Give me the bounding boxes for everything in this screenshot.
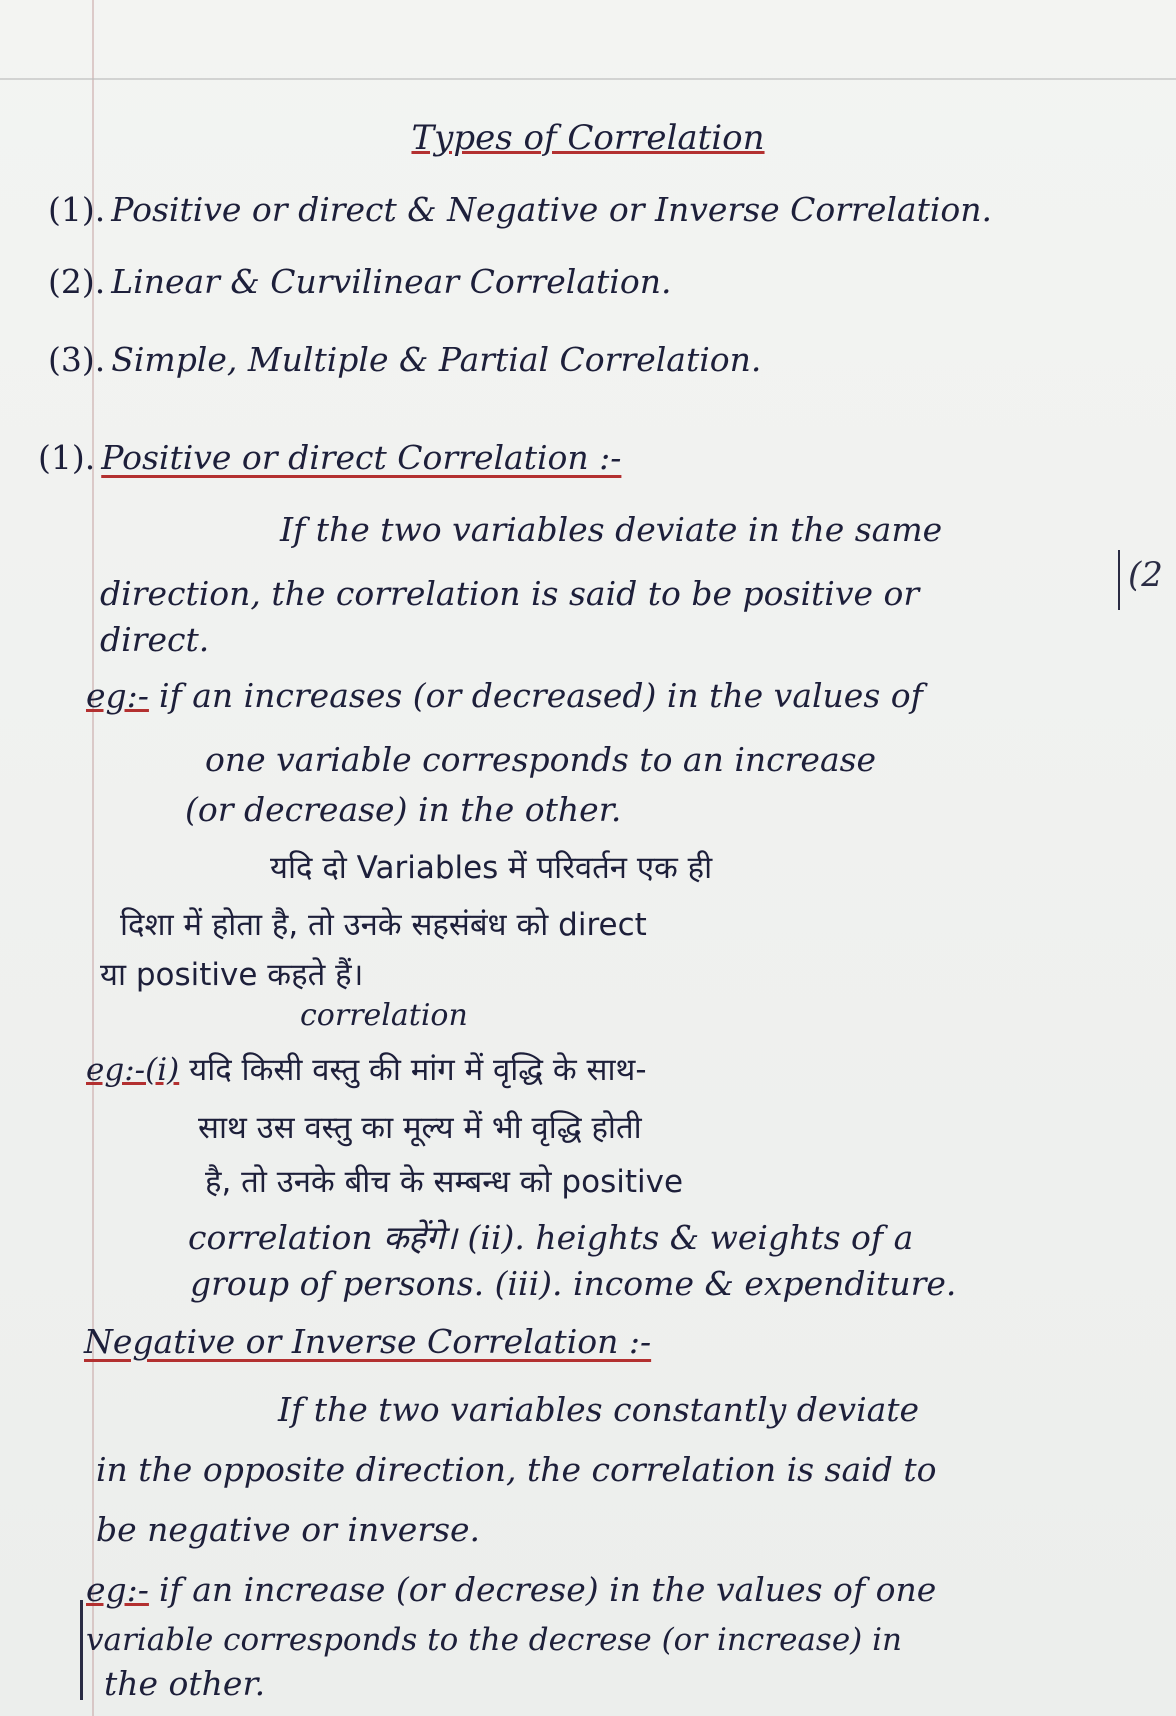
negative-eg-line: the other. bbox=[104, 1664, 266, 1703]
positive-eg2-line: correlation कहेंगे। (ii). heights & weights of a bbox=[188, 1218, 914, 1257]
positive-eg-line: eg:- if an increases (or decreased) in the values of bbox=[86, 676, 923, 715]
positive-eg-line: (or decrease) in the other. bbox=[185, 790, 622, 829]
negative-def-line: be negative or inverse. bbox=[96, 1510, 481, 1549]
type-item-2: (2). Linear & Curvilinear Correlation. bbox=[48, 262, 672, 301]
type-item-3: (3). Simple, Multiple & Partial Correlation. bbox=[48, 340, 762, 379]
positive-def-line: direct. bbox=[100, 620, 210, 659]
negative-def-line: in the opposite direction, the correlation is said to bbox=[96, 1450, 937, 1489]
positive-eg2-line: group of persons. (iii). income & expenditure. bbox=[190, 1264, 957, 1303]
side-divider bbox=[1118, 550, 1120, 610]
hindi-line: दिशा में होता है, तो उनके सहसंबंध को direct bbox=[120, 907, 647, 943]
hindi-line: या positive कहते हैं। bbox=[100, 957, 364, 993]
positive-eg2-line: है, तो उनके बीच के सम्बन्ध को positive bbox=[205, 1164, 684, 1200]
positive-def-line: direction, the correlation is said to be positive or bbox=[100, 574, 920, 613]
bracket-mark bbox=[80, 1600, 83, 1700]
top-rule bbox=[0, 78, 1176, 80]
hindi-line-insert: correlation bbox=[300, 998, 468, 1033]
negative-eg-line: eg:- if an increase (or decrese) in the values of one bbox=[86, 1570, 937, 1609]
negative-eg-line: variable corresponds to the decrese (or increase) in bbox=[86, 1622, 902, 1658]
positive-heading: (1). Positive or direct Correlation :- bbox=[38, 438, 622, 477]
page-title: Types of Correlation bbox=[411, 118, 765, 158]
positive-eg2-line: साथ उस वस्तु का मूल्य में भी वृद्धि होती bbox=[198, 1110, 642, 1146]
negative-heading: Negative or Inverse Correlation :- bbox=[84, 1322, 652, 1361]
positive-def-line: If the two variables deviate in the same bbox=[280, 510, 943, 549]
positive-eg2-line: eg:-(i) यदि किसी वस्तु की मांग में वृद्धि के साथ- bbox=[86, 1052, 647, 1088]
side-mark: (2 bbox=[1128, 555, 1163, 595]
type-item-1: (1). Positive or direct & Negative or Inverse Correlation. bbox=[48, 190, 993, 229]
negative-def-line: If the two variables constantly deviate bbox=[278, 1390, 920, 1429]
hindi-line: यदि दो Variables में परिवर्तन एक ही bbox=[270, 850, 713, 886]
margin-line bbox=[92, 0, 94, 1716]
positive-eg-line: one variable corresponds to an increase bbox=[205, 740, 877, 779]
